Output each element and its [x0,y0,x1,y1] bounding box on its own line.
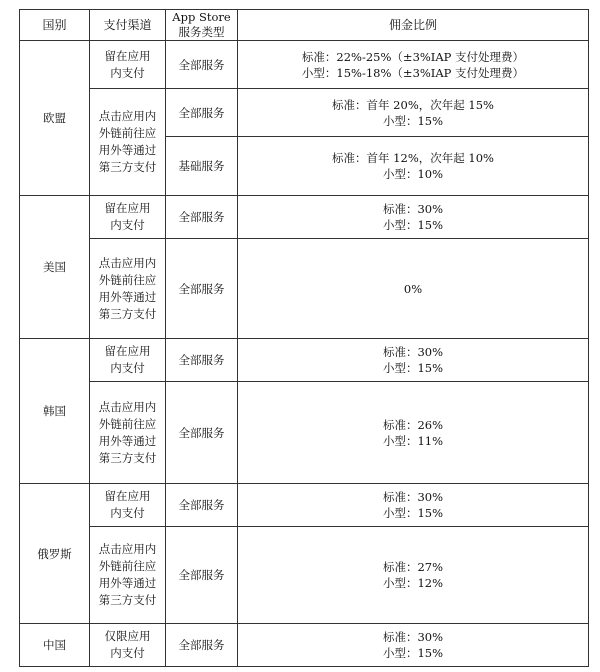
commission-table-container [19,9,589,669]
channel-cell: 留在应用内支付 [90,339,166,382]
table-row [20,527,589,624]
rate-line: 小型：15% [382,506,444,520]
header-commission: 佣金比例 [238,10,589,41]
rate-cell [238,196,589,239]
rate-line: 标准：27% [382,560,444,574]
service-cell: 全部服务 [166,196,238,239]
table-row [20,41,589,89]
header-country: 国别 [20,10,90,41]
rate-line: 标准：26% [382,417,444,432]
rate-line: 小型：11% [382,433,444,448]
service-cell: 全部服务 [166,89,238,137]
rate-line: 0% [403,281,423,296]
rate-line: 标准：首年 20%，次年起 15% [332,97,494,112]
rate-line: 标准：22%-25%（±3%IAP 支付处理费） [301,49,525,64]
rate-cell [238,484,589,527]
table-row [20,382,589,484]
rate-line: 小型：12% [382,576,444,590]
rate-cell [238,527,589,624]
service-cell: 全部服务 [166,382,238,484]
table-row [20,484,589,527]
channel-cell: 留在应用内支付 [90,41,166,89]
rate-line: 小型：15%-18%（±3%IAP 支付处理费） [301,65,525,80]
rate-cell [238,624,589,667]
channel-cell: 留在应用内支付 [90,196,166,239]
service-cell: 全部服务 [166,239,238,339]
rate-cell [238,89,589,137]
rate-cell [238,339,589,382]
rate-cell [238,41,589,89]
rate-line: 标准：30% [382,202,444,216]
header-channel: 支付渠道 [90,10,166,41]
commission-table [19,9,589,667]
service-cell: 全部服务 [166,624,238,667]
country-cell: 美国 [20,196,90,339]
country-cell: 欧盟 [20,41,90,196]
country-cell: 俄罗斯 [20,484,90,624]
table-row [20,239,589,339]
service-cell: 全部服务 [166,41,238,89]
rate-cell [238,239,589,339]
service-cell: 全部服务 [166,484,238,527]
header-row [20,10,589,41]
rate-line: 小型：15% [382,218,444,232]
table-row [20,624,589,667]
channel-cell: 仅限应用内支付 [90,624,166,667]
channel-cell: 留在应用内支付 [90,484,166,527]
service-cell: 全部服务 [166,339,238,382]
rate-line: 小型：10% [382,167,444,181]
rate-line: 小型：15% [382,361,444,375]
rate-line: 标准：30% [382,630,444,644]
rate-cell [238,382,589,484]
rate-line: 小型：15% [382,113,444,128]
rate-line: 标准：首年 12%，次年起 10% [332,151,494,165]
country-cell: 韩国 [20,339,90,484]
table-row [20,196,589,239]
table-row [20,89,589,137]
channel-cell: 点击应用内外链前往应用外等通过第三方支付 [90,89,166,196]
channel-cell: 点击应用内外链前往应用外等通过第三方支付 [90,239,166,339]
header-service-type: App Store 服务类型 [166,10,238,41]
rate-line: 小型：15% [382,646,444,660]
channel-cell: 点击应用内外链前往应用外等通过第三方支付 [90,527,166,624]
channel-cell: 点击应用内外链前往应用外等通过第三方支付 [90,382,166,484]
table-row [20,339,589,382]
service-cell: 基础服务 [166,137,238,196]
rate-line: 标准：30% [382,345,444,359]
country-cell: 中国 [20,624,90,667]
rate-line: 标准：30% [382,490,444,504]
service-cell: 全部服务 [166,527,238,624]
rate-cell [238,137,589,196]
